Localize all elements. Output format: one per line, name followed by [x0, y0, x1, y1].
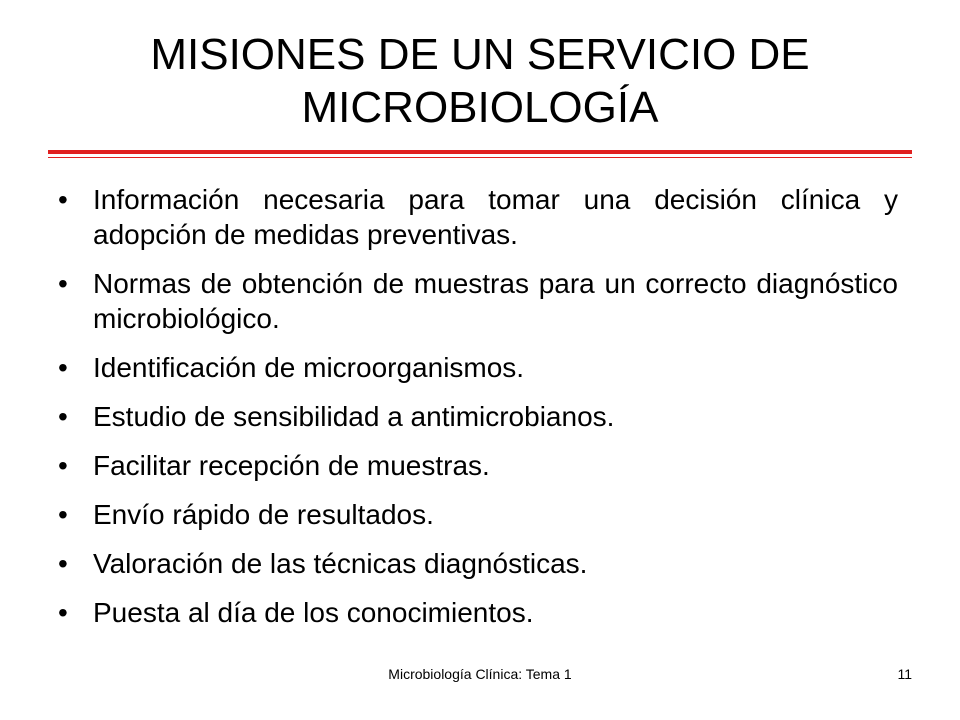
bullet-item: [58, 266, 898, 336]
bullet-item: [58, 546, 898, 581]
bullet-dot-icon: •: [58, 401, 68, 432]
bullet-text: Estudio de sensibilidad a antimicrobianos.: [93, 401, 615, 432]
page-number: 11: [897, 666, 912, 682]
bullet-item: [58, 448, 898, 483]
bullet-item: [58, 350, 898, 385]
bullet-text: Envío rápido de resultados.: [93, 499, 434, 530]
bullet-item: [58, 399, 898, 434]
bullet-dot-icon: •: [58, 499, 68, 530]
bullet-text: Identificación de microorganismos.: [93, 352, 525, 383]
bullet-text: Normas de obtención de muestras para un correcto diagnóstico microbiológico.: [93, 268, 898, 334]
bullet-dot-icon: •: [58, 597, 68, 628]
bullet-dot-icon: •: [58, 184, 68, 215]
bullet-dot-icon: •: [58, 548, 68, 579]
bullet-text: Facilitar recepción de muestras.: [93, 450, 490, 481]
bullet-dot-icon: •: [58, 352, 68, 383]
title-underline-thick: [48, 150, 912, 154]
title-underline-thin: [48, 157, 912, 158]
bullet-item: [58, 182, 898, 252]
footer-text: Microbiología Clínica: Tema 1: [388, 666, 572, 682]
slide-title: MISIONES DE UN SERVICIO DE MICROBIOLOGÍA: [150, 30, 810, 132]
bullet-list: [58, 182, 898, 644]
bullet-text: Información necesaria para tomar una decisión clínica y adopción de medidas preventivas.: [93, 184, 898, 250]
bullet-dot-icon: •: [58, 450, 68, 481]
bullet-item: [58, 497, 898, 532]
bullet-text: Puesta al día de los conocimientos.: [93, 597, 534, 628]
bullet-text: Valoración de las técnicas diagnósticas.: [93, 548, 588, 579]
bullet-item: [58, 595, 898, 630]
slide-footer: [0, 664, 960, 684]
bullet-dot-icon: •: [58, 268, 68, 299]
